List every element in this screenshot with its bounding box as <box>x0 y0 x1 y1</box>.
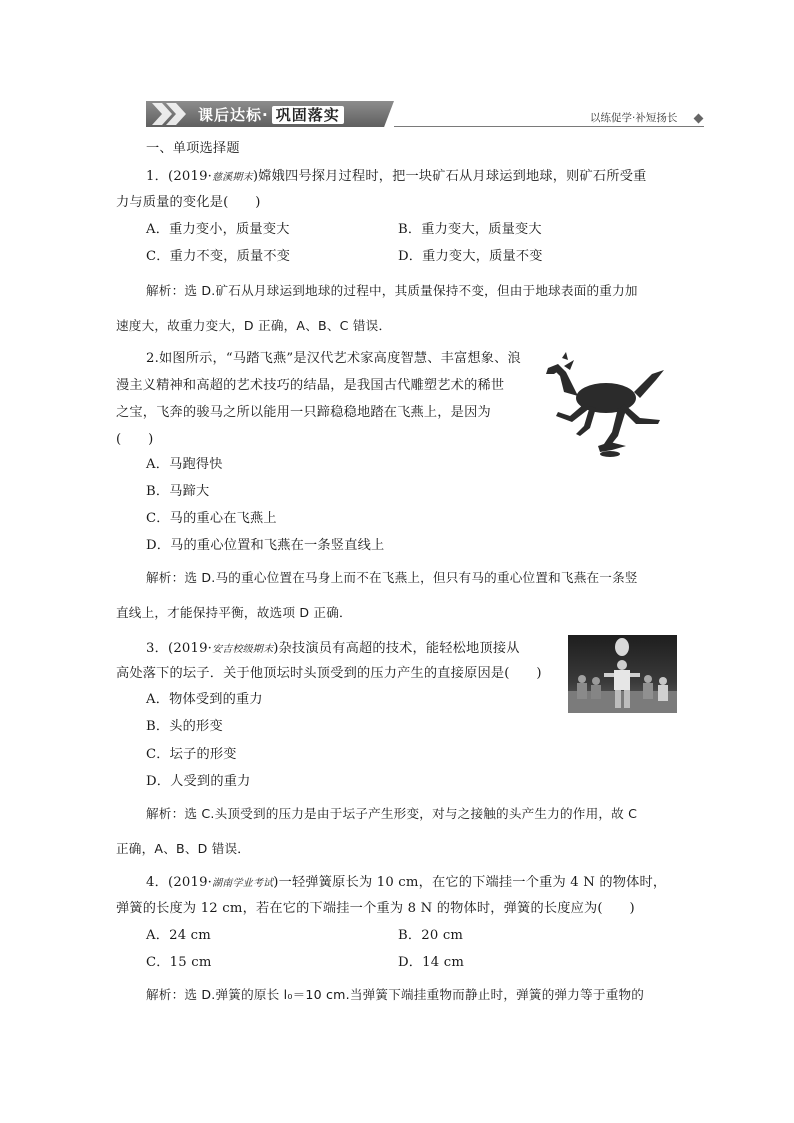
header-right-text: 以练促学·补短扬长 <box>590 112 678 124</box>
q2-analysis-line1: 解析：选 D.马的重心位置在马身上而不在飞燕上，但只有马的重心位置和飞燕在一条竖 <box>146 570 638 585</box>
q4-option-c: C．15 cm <box>146 955 212 970</box>
q3-source: 安吉校级期末 <box>212 644 274 655</box>
q1-option-c: C．重力不变，质量不变 <box>146 249 291 264</box>
header-rule <box>394 126 704 127</box>
acrobat-photo <box>568 635 677 713</box>
q2-line4: ( ) <box>116 432 154 447</box>
q3-line2: 高处落下的坛子．关于他顶坛时头顶受到的压力产生的直接原因是( ) <box>116 666 542 681</box>
q2-analysis-line2: 直线上，才能保持平衡，故选项 D 正确． <box>116 605 352 620</box>
q1-line1: 1．(2019·慈溪期末)嫦娥四号探月过程时，把一块矿石从月球运到地球，则矿石所受重 <box>146 169 647 184</box>
q1-option-a: A．重力变小，质量变大 <box>146 222 290 237</box>
q3-analysis-line1: 解析：选 C.头顶受到的压力是由于坛子产生形变，对与之接触的头产生力的作用，故 C <box>146 806 638 821</box>
q1-source: 慈溪期末 <box>212 172 253 183</box>
q4-line1: 4．(2019·湖南学业考试)一轻弹簧原长为 10 cm，在它的下端挂一个重为 4 N 的物体时， <box>146 875 667 890</box>
q1-analysis-line2: 速度大，故重力变大，D 正确，A、B、C 错误． <box>116 318 392 333</box>
header-title-tail: 巩固落实 <box>272 106 344 124</box>
q3-option-c: C．坛子的形变 <box>146 747 237 762</box>
double-chevron-icon <box>150 101 194 127</box>
header-title: 课后达标· 巩固落实 <box>198 104 344 125</box>
flying-horse-image <box>540 346 680 458</box>
q4-option-b: B．20 cm <box>398 928 464 943</box>
section-title: 一、单项选择题 <box>146 141 240 156</box>
q3-option-b: B．头的形变 <box>146 719 223 734</box>
q4-line2: 弹簧的长度为 12 cm，若在它的下端挂一个重为 8 N 的物体时，弹簧的长度应为( ) <box>116 901 635 916</box>
q4-analysis-line1: 解析：选 D.弹簧的原长 l₀＝10 cm.当弹簧下端挂重物而静止时，弹簧的弹力等于重物的 <box>146 987 645 1002</box>
q2-option-b: B．马蹄大 <box>146 484 210 499</box>
q1-line2: 力与质量的变化是( ) <box>116 195 261 210</box>
q1-option-b: B．重力变大，质量变大 <box>398 222 542 237</box>
q4-source: 湖南学业考试 <box>212 878 274 889</box>
q1-option-d: D．重力变大，质量不变 <box>398 249 543 264</box>
q2-line2: 漫主义精神和高超的艺术技巧的结晶，是我国古代雕塑艺术的稀世 <box>116 378 505 393</box>
q3-analysis-line2: 正确，A、B、D 错误． <box>116 841 251 856</box>
diamond-icon <box>694 114 704 124</box>
q3-option-a: A．物体受到的重力 <box>146 692 263 707</box>
q2-option-c: C．马的重心在飞燕上 <box>146 511 277 526</box>
q3-line1: 3．(2019·安吉校级期末)杂技演员有高超的技术，能轻松地顶接从 <box>146 641 520 656</box>
q4-option-a: A．24 cm <box>146 928 211 943</box>
q4-option-d: D．14 cm <box>398 955 465 970</box>
q2-option-a: A．马跑得快 <box>146 457 223 472</box>
q2-line1: 2.如图所示，“马踏飞燕”是汉代艺术家高度智慧、丰富想象、浪 <box>146 351 521 366</box>
q2-line3: 之宝，飞奔的骏马之所以能用一只蹄稳稳地踏在飞燕上，是因为 <box>116 405 491 420</box>
q1-analysis-line1: 解析：选 D.矿石从月球运到地球的过程中，其质量保持不变，但由于地球表面的重力加 <box>146 283 638 298</box>
q3-option-d: D．人受到的重力 <box>146 774 251 789</box>
q2-option-d: D．马的重心位置和飞燕在一条竖直线上 <box>146 538 385 553</box>
